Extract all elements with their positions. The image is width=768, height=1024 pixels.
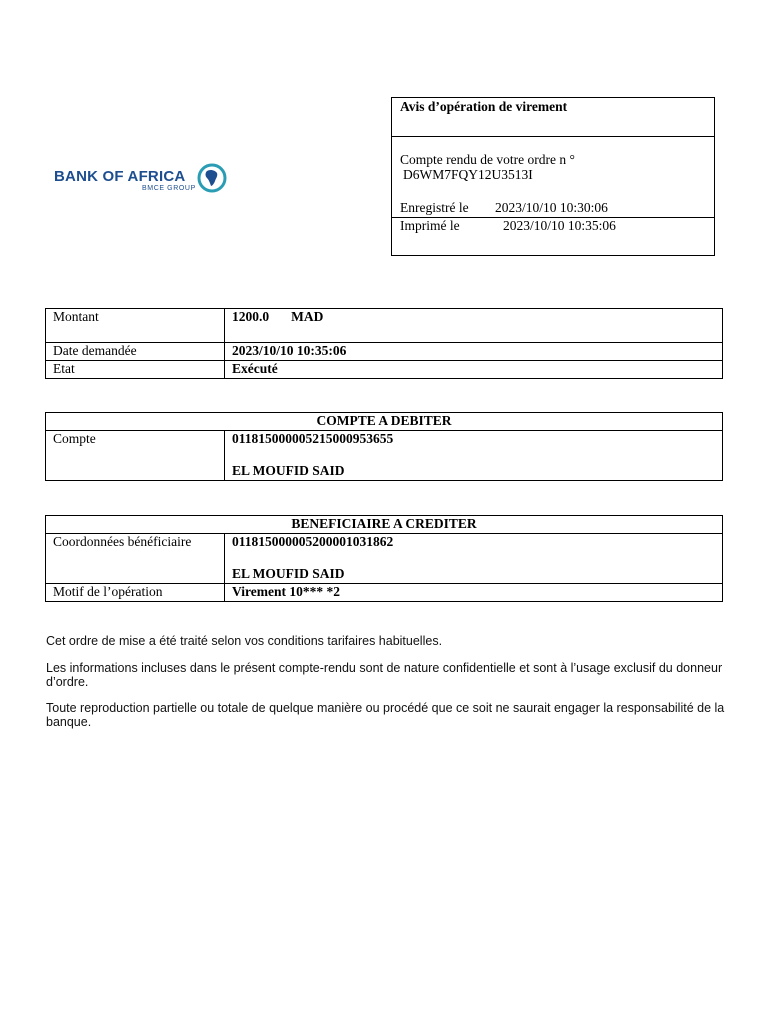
reason-label: Motif de l’opération (46, 584, 225, 602)
table-row (46, 309, 723, 343)
order-number: D6WM7FQY12U3513I (403, 167, 533, 182)
amount-cell (225, 309, 723, 343)
operation-details-table (45, 308, 723, 379)
beneficiary-table (45, 515, 723, 602)
printed-label: Imprimé le (400, 218, 460, 233)
africa-globe-icon (196, 162, 228, 194)
printed-date: 2023/10/10 10:35:06 (503, 218, 616, 233)
table-row (46, 516, 723, 534)
registered-date: 2023/10/10 10:30:06 (495, 200, 608, 215)
account-label: Compte (46, 431, 225, 481)
debit-heading: COMPTE A DEBITER (46, 413, 723, 431)
date-value: 2023/10/10 10:35:06 (225, 343, 723, 361)
registered-label: Enregistré le (400, 200, 469, 215)
table-row (46, 343, 723, 361)
status-label: Etat (46, 361, 225, 379)
reason-value: Virement 10*** *2 (225, 584, 723, 602)
table-row (46, 534, 723, 584)
divider (392, 136, 714, 137)
beneficiary-account-number: 011815000005200001031862 (232, 534, 394, 549)
credit-heading: BENEFICIAIRE A CREDITER (46, 516, 723, 534)
beneficiary-account-holder: EL MOUFID SAID (232, 566, 345, 581)
beneficiary-cell (225, 534, 723, 584)
note-confidential: Les informations incluses dans le présent compte-rendu sont de nature confidentielle et sont à l’usage exclusif du donneur d’ordre. (46, 661, 723, 689)
table-row (46, 361, 723, 379)
currency: MAD (291, 309, 324, 324)
amount-label: Montant (46, 309, 225, 343)
debit-account-table (45, 412, 723, 481)
debit-account-number: 011815000005215000953655 (232, 431, 394, 446)
order-label: Compte rendu de votre ordre n ° (400, 152, 575, 167)
note-tariff: Cet ordre de mise a été traité selon vos conditions tarifaires habituelles. (46, 634, 443, 648)
notice-title: Avis d’opération de virement (400, 99, 568, 114)
debit-account-holder: EL MOUFID SAID (232, 463, 345, 478)
operation-notice-box (391, 97, 715, 256)
table-row (46, 584, 723, 602)
table-row (46, 413, 723, 431)
bank-name: BANK OF AFRICA (54, 168, 186, 185)
beneficiary-label: Coordonnées bénéficiaire (46, 534, 225, 584)
bank-group: BMCE GROUP (142, 185, 196, 192)
date-label: Date demandée (46, 343, 225, 361)
note-liability: Toute reproduction partielle ou totale de quelque manière ou procédé que ce soit ne saurait engager la responsabilité de la banque. (46, 701, 725, 729)
bank-logo (54, 160, 234, 200)
debit-account-cell (225, 431, 723, 481)
amount-value: 1200.0 (232, 309, 270, 324)
table-row (46, 431, 723, 481)
status-value: Exécuté (225, 361, 723, 379)
